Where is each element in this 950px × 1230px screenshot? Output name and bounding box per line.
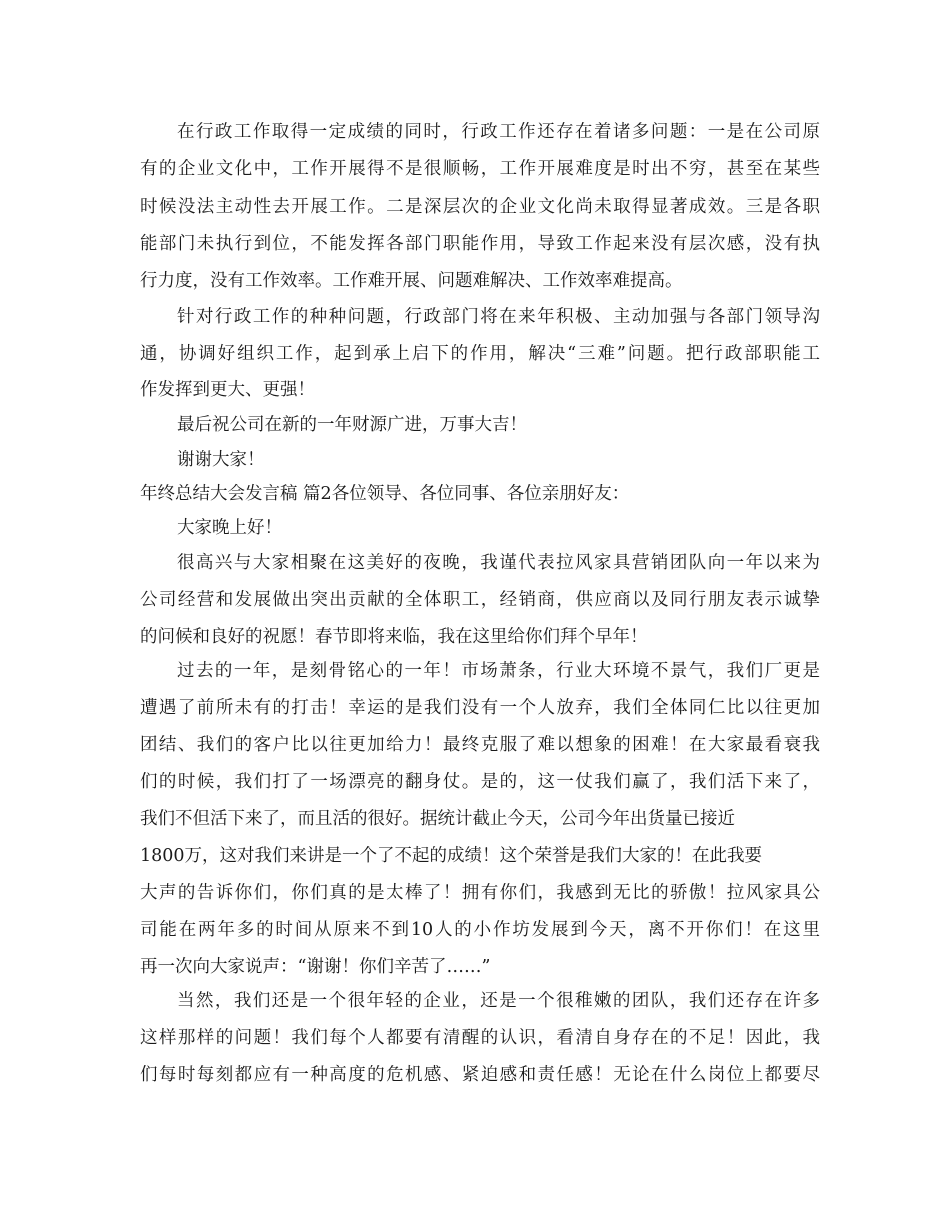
paragraph-line: 时候没法主动性去开展工作。二是深层次的企业文化尚未取得显著成效。三是各职	[140, 197, 820, 217]
paragraph-line: 通，协调好组织工作，起到承上启下的作用，解决“三难”问题。把行政部职能工	[140, 344, 820, 364]
paragraph-line: 的问候和良好的祝愿！春节即将来临，我在这里给你们拜个早年！	[140, 627, 648, 647]
paragraph-line: 我们不但活下来了，而且活的很好。据统计截止今天，公司今年出货量已接近	[140, 809, 735, 829]
paragraph-line: 在行政工作取得一定成绩的同时，行政工作还存在着诸多问题：一是在公司原	[177, 122, 820, 142]
paragraph-line: 能部门未执行到位，不能发挥各部门职能作用，导致工作起来没有层次感，没有执	[140, 234, 820, 254]
section-heading: 年终总结大会发言稿 篇2各位领导、各位同事、各位亲朋好友：	[140, 484, 630, 504]
paragraph-line: 公司经营和发展做出突出贡献的全体职工，经销商，供应商以及同行朋友表示诚挚	[140, 590, 820, 610]
paragraph-line: 当然，我们还是一个很年轻的企业，还是一个很稚嫩的团队，我们还存在许多	[177, 991, 820, 1011]
paragraph-line: 有的企业文化中，工作开展得不是很顺畅，工作开展难度是时出不穷，甚至在某些	[140, 159, 820, 179]
paragraph-line: 大声的告诉你们，你们真的是太棒了！拥有你们，我感到无比的骄傲！拉风家具公	[140, 883, 820, 903]
paragraph-line: 司能在两年多的时间从原来不到10人的小作坊发展到今天，离不开你们！在这里	[140, 920, 820, 940]
paragraph-line: 作发挥到更大、更强！	[140, 380, 315, 400]
paragraph-line: 针对行政工作的种种问题，行政部门将在来年积极、主动加强与各部门领导沟	[177, 307, 820, 327]
paragraph-line: 们的时候，我们打了一场漂亮的翻身仗。是的，这一仗我们赢了，我们活下来了，	[140, 772, 820, 792]
paragraph-line: 谢谢大家！	[177, 450, 265, 470]
paragraph-line: 大家晚上好！	[177, 518, 282, 538]
paragraph-line: 遭遇了前所未有的打击！幸运的是我们没有一个人放弃，我们全体同仁比以往更加	[140, 698, 820, 718]
paragraph-line: 行力度，没有工作效率。工作难开展、问题难解决、工作效率难提高。	[140, 271, 683, 291]
paragraph-line: 团结、我们的客户比以往更加给力！最终克服了难以想象的困难！在大家最看衰我	[140, 735, 820, 755]
paragraph-line: 再一次向大家说声：“谢谢！你们辛苦了……”	[140, 957, 491, 977]
paragraph-line: 这样那样的问题！我们每个人都要有清醒的认识，看清自身存在的不足！因此，我	[140, 1028, 820, 1048]
paragraph-line: 1800万，这对我们来讲是一个了不起的成绩！这个荣誉是我们大家的！在此我要	[140, 846, 763, 866]
paragraph-line: 很高兴与大家相聚在这美好的夜晚，我谨代表拉风家具营销团队向一年以来为	[177, 553, 820, 573]
paragraph-line: 过去的一年，是刻骨铭心的一年！市场萧条，行业大环境不景气，我们厂更是	[177, 661, 820, 681]
paragraph-line: 们每时每刻都应有一种高度的危机感、紧迫感和责任感！无论在什么岗位上都要尽	[140, 1065, 820, 1085]
paragraph-line: 最后祝公司在新的一年财源广进，万事大吉！	[177, 415, 527, 435]
